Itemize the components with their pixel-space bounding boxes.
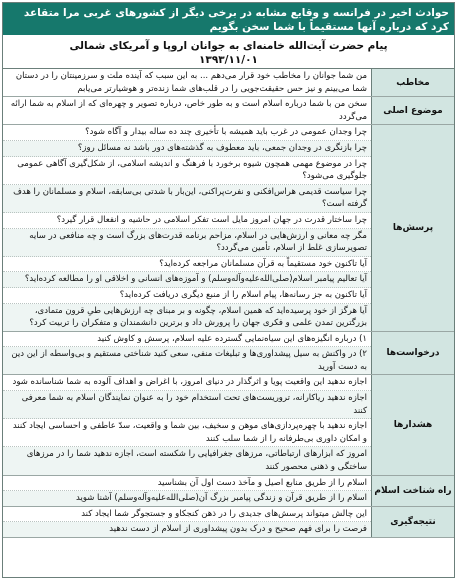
row-content — [3, 506, 372, 537]
table-row — [3, 97, 454, 125]
list-item: آیا تعالیم پیامبر اسلام(صلی‌الله‌علیه‌وآله‌وسلم) و آموزه‌های انسانی و اخلاقی او را مطالعه کرده‌اید؟ — [3, 272, 371, 288]
top-heading: حوادث اخیر در فرانسه و وقایع مشابه در برخی دیگر از کشورهای غربی مرا متقاعد کرد که درباره آنها مستقیماً با شما سخن بگویم — [3, 3, 454, 35]
list-item: امروز که ابزارهای ارتباطاتی، مرزهای جغرافیایی را شکسته است، اجازه ندهید شما را در مرزهای ساختگی و ذهنی محصور کنند — [3, 447, 371, 474]
row-content — [3, 69, 372, 97]
list-item: من شما جوانان را مخاطب خود قرار می‌دهم ... به این سبب که آینده ملت و سرزمینتان را در دستان شما می‌بینم و نیز حس حقیقت‌جویی را در قلب‌های شما زنده‌تر و هوشیارتر می‌یابم — [15, 71, 367, 94]
message-header — [3, 35, 454, 69]
table-row — [3, 375, 454, 475]
list-item: اسلام را از طریق قرآن و زندگی پیامبر بزرگ آن(صلی‌الله‌علیه‌وآله‌وسلم) آشنا شوید — [3, 491, 371, 506]
list-item: چرا بازنگری در وجدان جمعی، باید معطوف به گذشته‌های دور باشد نه مسائل روز؟ — [3, 141, 371, 157]
message-title: پیام حضرت آیت‌الله خامنه‌ای به جوانان اروپا و آمریکای شمالی — [69, 40, 388, 52]
table-row — [3, 506, 454, 537]
table-row — [3, 125, 454, 331]
list-item: سخن من با شما درباره اسلام است و به طور خاص، درباره تصویر و چهره‌ای که از اسلام به شما ارائه می‌گردد — [10, 99, 367, 122]
list-item: آیا تاکنون به جز رسانه‌ها، پیام اسلام را از منبع دیگری دریافت کرده‌اید؟ — [3, 288, 371, 304]
document-page — [2, 2, 455, 578]
list-item: چرا وجدان عمومی در غرب باید همیشه با تأخیری چند ده ساله بیدار و آگاه شود؟ — [3, 125, 371, 141]
row-label: مخاطب — [372, 69, 455, 97]
list-item: اجازه ندهید این واقعیت پویا و اثرگذار در دنیای امروز، با اغراض و اهداف آلوده به شما شناسانده شود — [3, 375, 371, 391]
table-row — [3, 475, 454, 506]
list-item: آیا تاکنون خود مستقیماً به قرآن مسلمانان مراجعه کرده‌اید؟ — [3, 257, 371, 273]
list-item: ۲) در واکنش به سیل پیشداوری‌ها و تبلیغات منفی، سعی کنید شناختی مستقیم و بی‌واسطه از این دین به دست آورید — [3, 347, 371, 374]
list-item: این چالش میتواند پرسش‌های جدیدی را در ذهن کنجکاو و جستجوگر شما ایجاد کند — [3, 507, 371, 523]
list-item: چرا ساختار قدرت در جهان امروز مایل است تفکر اسلامی در حاشیه و انفعال قرار گیرد؟ — [3, 213, 371, 229]
list-item: ۱) درباره انگیزه‌های این سیاه‌نمایی گسترده علیه اسلام، پرسش و کاوش کنید — [3, 332, 371, 348]
summary-table — [3, 69, 454, 538]
list-item: مگر چه معانی و ارزش‌هایی در اسلام، مزاحم برنامه قدرت‌های بزرگ است و چه منافعی در سایه تصویرسازی غلط از اسلام، تأمین می‌گردد؟ — [3, 229, 371, 257]
row-label: نتیجه‌گیری — [372, 506, 455, 537]
row-content — [3, 97, 372, 125]
row-label: راه شناخت اسلام — [372, 475, 455, 506]
list-item: اجازه ندهید ریاکارانه، تروریست‌های تحت استخدام خود را به عنوان نمایندگان اسلام به شما معرفی کنند — [3, 391, 371, 419]
list-item: آیا هرگز از خود پرسیده‌اید که همین اسلام، چگونه و بر مبنای چه ارزش‌هایی طیِ قرون متمادی، بزرگترین تمدن علمی و فکری جهان را پرورش داد و برترین دانشمندان و متفکران را تربیت کرد؟ — [3, 304, 371, 331]
list-item: اجازه ندهید با چهره‌پردازی‌های موهن و سخیف، بین شما و واقعیت، سدّ عاطفی و احساسی ایجاد کنند و امکان داوری بی‌طرفانه را از شما سلب کنند — [3, 419, 371, 447]
row-content — [3, 475, 372, 506]
row-label: موضوع اصلی — [372, 97, 455, 125]
list-item: چرا در موضوع مهمی همچون شیوه برخورد با فرهنگ و اندیشه اسلامی، از شکل‌گیری آگاهی عمومی جلوگیری می‌شود؟ — [3, 157, 371, 185]
table-row — [3, 331, 454, 375]
list-item: فرصت را برای فهم صحیح و درک بدون پیشداوری از اسلام از دست ندهید — [3, 522, 371, 537]
row-label: هشدارها — [372, 375, 455, 475]
list-item: اسلام را از طریق منابع اصیل و مآخذ دست اول آن بشناسید — [3, 476, 371, 492]
message-date: ۱۳۹۳/۱۱/۰۱ — [199, 54, 258, 66]
row-content — [3, 375, 372, 475]
list-item: چرا سیاست قدیمی هراس‌افکنی و نفرت‌پراکنی، این‌بار با شدتی بی‌سابقه، اسلام و مسلمانان را هدف گرفته است؟ — [3, 185, 371, 213]
row-content — [3, 125, 372, 331]
row-content — [3, 331, 372, 375]
row-label: پرسش‌ها — [372, 125, 455, 331]
table-row — [3, 69, 454, 97]
row-label: درخواست‌ها — [372, 331, 455, 375]
